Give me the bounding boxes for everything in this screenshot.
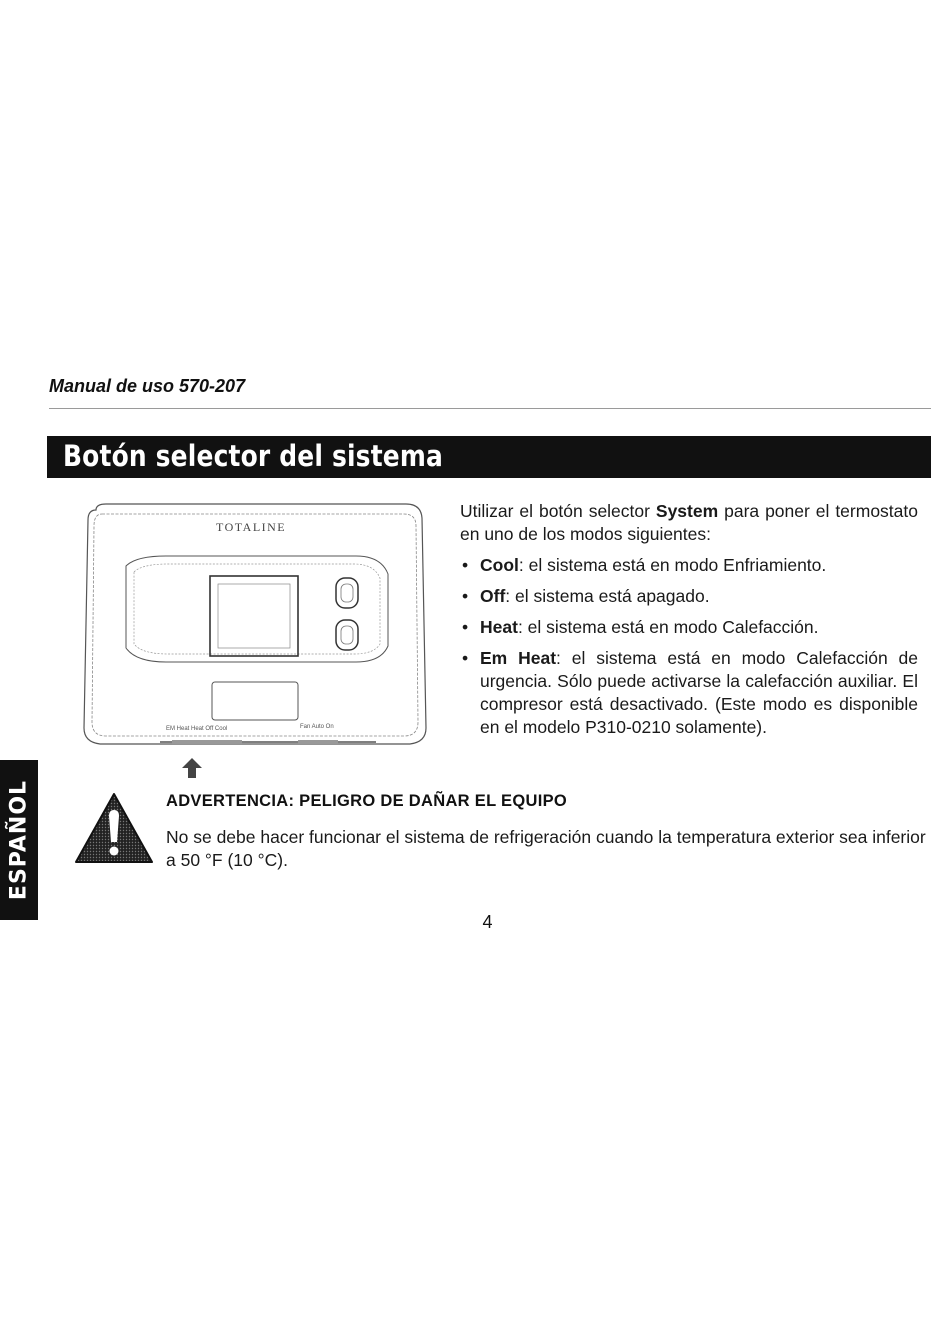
list-item xyxy=(460,616,918,639)
intro-text-end: para poner el termostato en uno de los modos siguientes: xyxy=(460,501,918,544)
page-number: 4 xyxy=(482,912,493,932)
list-item xyxy=(460,554,918,577)
thermostat-drawing xyxy=(76,496,436,786)
mode-name: Cool xyxy=(480,555,519,575)
mode-description-text: : el sistema está apagado. xyxy=(505,586,710,606)
list-item xyxy=(460,647,918,739)
brand-logo: TOTALINE xyxy=(216,520,287,534)
intro-paragraph xyxy=(460,500,918,546)
section-title-bar xyxy=(47,436,931,478)
system-switch-labels: EM Heat Heat Off Cool xyxy=(166,726,228,732)
mode-name: Em Heat xyxy=(480,648,557,668)
intro-text-start: Utilizar el botón selector xyxy=(460,501,656,521)
intro-keyword: System xyxy=(655,501,719,521)
mode-description-text: : el sistema está en modo Enfriamiento. xyxy=(518,555,827,575)
mode-name: Off xyxy=(480,586,506,606)
warning-title: ADVERTENCIA: PELIGRO DE DAÑAR EL EQUIPO xyxy=(166,792,568,810)
fan-switch-labels: Fan Auto On xyxy=(300,724,334,730)
warning-triangle-icon xyxy=(74,790,154,866)
bullet: • xyxy=(462,555,469,575)
thermostat-illustration xyxy=(76,496,436,786)
section-title: Botón selector del sistema xyxy=(63,439,444,473)
bullet: • xyxy=(462,648,469,668)
mode-name: Heat xyxy=(480,617,518,637)
mode-description-text: : el sistema está en modo Calefacción. xyxy=(517,617,819,637)
mode-description xyxy=(460,500,918,747)
header-divider xyxy=(49,408,931,409)
bullet: • xyxy=(462,586,469,606)
list-item xyxy=(460,585,918,608)
manual-header-title: Manual de uso 570-207 xyxy=(49,376,246,396)
bullet: • xyxy=(462,617,469,637)
mode-list xyxy=(460,554,918,739)
language-tab xyxy=(0,760,38,920)
warning-text: No se debe hacer funcionar el sistema de refrigeración cuando la temperatura exterior sea inferior a 50 °F (10 °C). xyxy=(166,827,926,870)
mode-description-text: : el sistema está en modo Calefacción de urgencia. Sólo puede activarse la calefacción auxiliar. El compresor está desactivado. (Este modo es disponible en el modelo P310-0210 solamente). xyxy=(480,648,918,737)
language-tab-label: ESPAÑOL xyxy=(6,779,32,901)
